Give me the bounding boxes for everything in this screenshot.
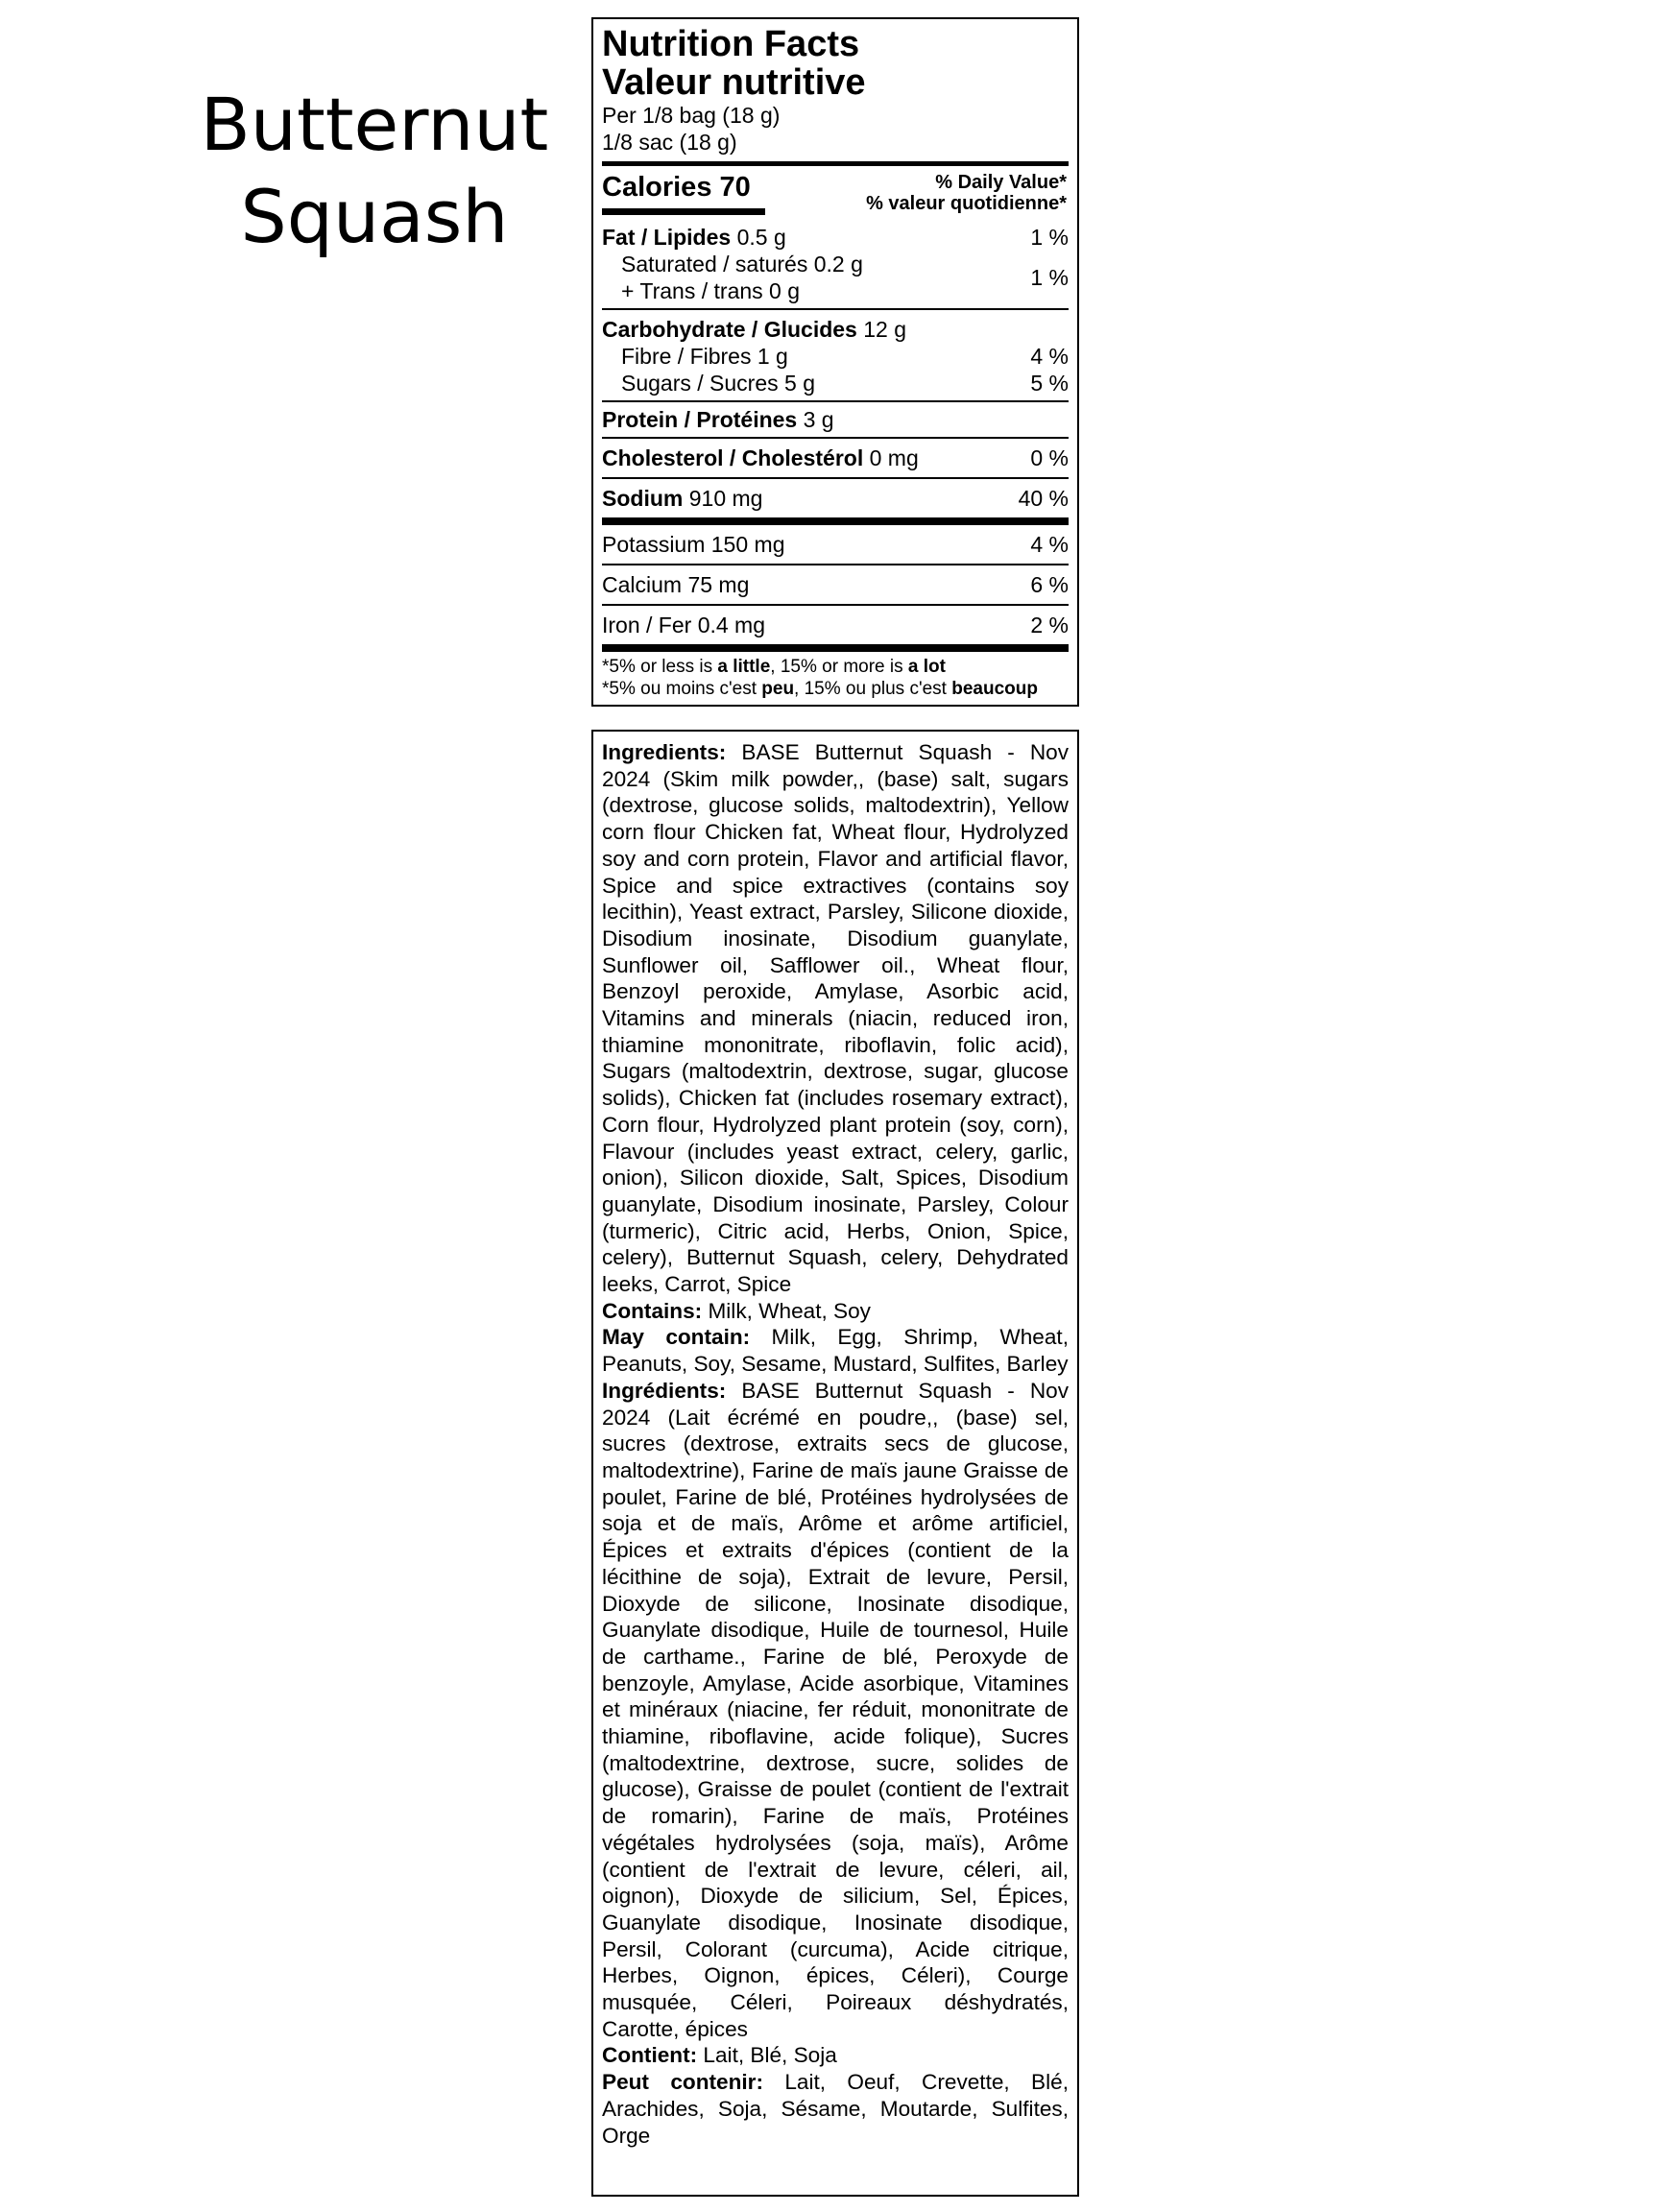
sat-trans-row bbox=[602, 251, 1069, 304]
serving-size-fr: 1/8 sac (18 g) bbox=[602, 130, 737, 155]
trans-label: + Trans / trans 0 g bbox=[621, 278, 801, 303]
carbohydrate-amount: 12 g bbox=[863, 317, 907, 342]
calories-label: Calories 70 bbox=[602, 172, 751, 203]
nutrition-title-fr: Valeur nutritive bbox=[602, 62, 866, 103]
protein-label: Protein / Protéines bbox=[602, 407, 798, 432]
calcium-label: Calcium 75 mg bbox=[602, 572, 750, 597]
fat-label: Fat / Lipides bbox=[602, 225, 732, 250]
iron-label: Iron / Fer 0.4 mg bbox=[602, 613, 766, 637]
product-title-line1: Butternut bbox=[200, 82, 549, 167]
fibre-pct: 4 % bbox=[1030, 344, 1069, 369]
footnote-en: *5% or less is a little, 15% or more is a lot bbox=[602, 657, 946, 677]
product-title bbox=[192, 79, 557, 263]
sodium-amount: 910 mg bbox=[688, 486, 763, 511]
divider bbox=[602, 477, 1069, 479]
serving-size-en: Per 1/8 bag (18 g) bbox=[602, 103, 781, 128]
cholesterol-label: Cholesterol / Cholestérol bbox=[602, 445, 864, 470]
cholesterol-pct: 0 % bbox=[1030, 445, 1069, 470]
footnote-fr: *5% ou moins c'est peu, 15% ou plus c'est beaucoup bbox=[602, 679, 1038, 699]
iron-row bbox=[602, 612, 1069, 638]
ingredients-panel bbox=[591, 730, 1079, 2197]
potassium-pct: 4 % bbox=[1030, 532, 1069, 557]
may-contain-en: May contain: Milk, Egg, Shrimp, Wheat, Peanuts, Soy, Sesame, Mustard, Sulfites, Barley bbox=[602, 1325, 1069, 1377]
fat-amount: 0.5 g bbox=[736, 225, 786, 250]
divider bbox=[602, 437, 1069, 439]
fat-pct: 1 % bbox=[1030, 225, 1069, 250]
calcium-row bbox=[602, 571, 1069, 598]
may-contain-fr: Peut contenir: Lait, Oeuf, Crevette, Blé, Arachides, Soja, Sésame, Moutarde, Sulfites, Orge bbox=[602, 2070, 1069, 2148]
sodium-label: Sodium bbox=[602, 486, 684, 511]
iron-pct: 2 % bbox=[1030, 613, 1069, 637]
fibre-label: Fibre / Fibres 1 g bbox=[621, 344, 788, 369]
protein-row bbox=[602, 406, 1069, 433]
sugars-label: Sugars / Sucres 5 g bbox=[621, 371, 815, 396]
protein-amount: 3 g bbox=[803, 407, 834, 432]
calcium-pct: 6 % bbox=[1030, 572, 1069, 597]
contains-fr: Contient: Lait, Blé, Soja bbox=[602, 2043, 837, 2068]
sugars-row bbox=[602, 370, 1069, 397]
divider bbox=[602, 604, 1069, 606]
nutrition-facts-panel bbox=[591, 17, 1079, 707]
divider bbox=[602, 400, 1069, 402]
potassium-row bbox=[602, 531, 1069, 558]
sugars-pct: 5 % bbox=[1030, 371, 1069, 396]
calories-bar bbox=[602, 208, 765, 215]
sodium-row bbox=[602, 485, 1069, 512]
fat-row bbox=[602, 224, 1069, 251]
cholesterol-amount: 0 mg bbox=[869, 445, 919, 470]
product-title-line2: Squash bbox=[240, 174, 509, 259]
ingredients-en: Ingredients: BASE Butternut Squash - Nov 2024 (Skim milk powder,, (base) salt, sugars (dextrose, glucose solids, maltodextrin), Yellow corn flour Chicken fat, Wheat flour, Hydrolyzed soy and corn protein, Flavor and artificial flavor, Spice and spice extractives (contains soy lecithin), Yeast extract, Parsley, Silicone dioxide, Disodium inosinate, Disodium guanylate, Sunflower oil, Safflower oil., Wheat flour, Benzoyl peroxide, Amylase, Asorbic acid, Vitamins and minerals (niacin, reduced iron, thiamine mononitrate, riboflavin, folic acid), Sugars (maltodextrin, dextrose, sugar, glucose solids), Chicken fat (includes rosemary extract), Corn flour, Hydrolyzed plant protein (soy, corn), Flavour (includes yeast extract, celery, garlic, onion), Silicon dioxide, Salt, Spices, Disodium guanylate, Disodium inosinate, Parsley, Colour (turmeric), Citric acid, Herbs, Onion, Spice, celery), Butternut Squash, celery, Dehydrated leeks, Carrot, Spice bbox=[602, 740, 1069, 1297]
divider-heavy bbox=[602, 517, 1069, 525]
fibre-row bbox=[602, 343, 1069, 370]
divider bbox=[602, 308, 1069, 310]
sodium-pct: 40 % bbox=[1018, 486, 1069, 511]
daily-value-header bbox=[866, 172, 1067, 214]
carbohydrate-row bbox=[602, 316, 1069, 343]
sat-trans-pct: 1 % bbox=[1030, 264, 1069, 290]
ingredients-fr: Ingrédients: BASE Butternut Squash - Nov 2024 (Lait écrémé en poudre,, (base) sel, sucres (dextrose, extraits secs de glucose, maltodextrine), Farine de maïs jaune Graisse de poulet, Farine de blé, Protéines hydrolysées de soja et de maïs, Arôme et arôme artificiel, Épices et extraits d'épices (contient de la lécithine de soja), Extrait de levure, Persil, Dioxyde de silicone, Inosinate disodique, Guanylate disodique, Huile de tournesol, Huile de carthame., Farine de blé, Peroxyde de benzoyle, Amylase, Acide asorbique, Vitamines et minéraux (niacine, fer réduit, mononitrate de thiamine, riboflavine, acide folique), Sucres (maltodextrine, dextrose, sucre, solides de glucose), Graisse de poulet (contient de l'extrait de romarin), Farine de maïs, Protéines végétales hydrolysées (soja, maïs), Arôme (contient de l'extrait de levure, céleri, ail, oignon), Dioxyde de silicium, Sel, Épices, Guanylate disodique, Inosinate disodique, Persil, Colorant (curcuma), Acide citrique, Herbes, Oignon, épices, Céleri), Courge musquée, Céleri, Poireaux déshydratés, Carotte, épices bbox=[602, 1378, 1069, 2041]
nutrition-title-en: Nutrition Facts bbox=[602, 24, 860, 64]
saturated-label: Saturated / saturés 0.2 g bbox=[621, 252, 863, 276]
contains-en: Contains: Milk, Wheat, Soy bbox=[602, 1298, 871, 1323]
divider bbox=[602, 564, 1069, 565]
cholesterol-row bbox=[602, 445, 1069, 471]
calories-block bbox=[602, 166, 1069, 224]
carbohydrate-label: Carbohydrate / Glucides bbox=[602, 317, 857, 342]
daily-value-fr: % valeur quotidienne* bbox=[866, 193, 1067, 214]
potassium-label: Potassium 150 mg bbox=[602, 532, 785, 557]
divider-heavy bbox=[602, 644, 1069, 652]
daily-value-en: % Daily Value* bbox=[935, 172, 1067, 193]
